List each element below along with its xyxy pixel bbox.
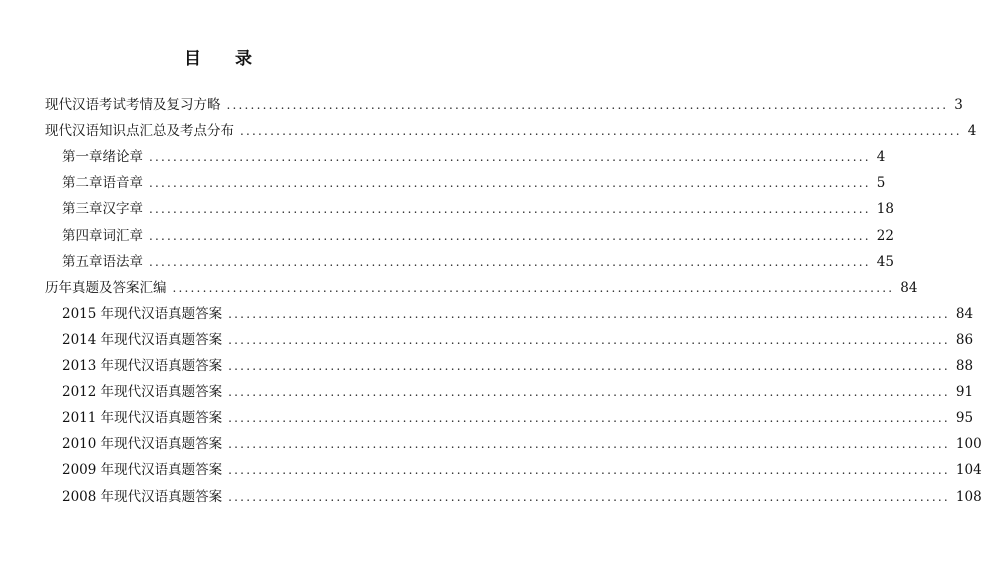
toc-entry-leader: ........................................................................................................................	[228, 411, 950, 425]
toc-entry[interactable]	[62, 225, 894, 247]
toc-entry-label: 2013 年现代汉语真题答案	[62, 358, 223, 374]
toc-entry-label: 2014 年现代汉语真题答案	[62, 332, 223, 348]
toc-entry-label: 2008 年现代汉语真题答案	[62, 489, 223, 505]
toc-entry-leader: ........................................................................................................................	[228, 333, 950, 347]
toc-entry-chapter: 第五章	[62, 254, 103, 270]
toc-entry-page-number: 45	[876, 254, 894, 270]
toc-entry-page-number: 88	[955, 358, 974, 374]
toc-entry-page-number: 86	[955, 332, 974, 348]
toc-entry-label: 语法章	[102, 254, 143, 270]
toc-entry[interactable]	[62, 172, 886, 194]
toc-entry-page-number: 5	[876, 175, 886, 191]
toc-entry-leader: ........................................................................................................................	[228, 490, 950, 504]
toc-entry-label: 现代汉语考试考情及复习方略	[45, 97, 221, 113]
toc-entry-label: 绪论章	[102, 149, 143, 165]
toc-entry[interactable]	[62, 303, 974, 325]
toc-entry-page-number: 18	[876, 201, 894, 217]
toc-entry[interactable]	[62, 407, 974, 429]
toc-entry-page-number: 4	[967, 123, 977, 139]
toc-entry-leader: ........................................................................................................................	[149, 229, 871, 243]
toc-entry-chapter: 第一章	[62, 149, 103, 165]
toc-entry-leader: ........................................................................................................................	[228, 463, 950, 477]
toc-entry-label: 2009 年现代汉语真题答案	[62, 462, 223, 478]
toc-entry[interactable]	[62, 459, 982, 481]
toc-entry-page-number: 95	[955, 410, 974, 426]
toc-entry-label: 词汇章	[102, 228, 143, 244]
toc-entry-page-number: 100	[955, 436, 982, 452]
toc-entry-page-number: 4	[876, 149, 886, 165]
toc-entry-label: 2011 年现代汉语真题答案	[62, 410, 223, 426]
toc-entry-leader: ........................................................................................................................	[240, 124, 962, 138]
toc-entry-chapter: 第四章	[62, 228, 103, 244]
toc-entry-label: 现代汉语知识点汇总及考点分布	[45, 123, 234, 139]
toc-entry-leader: ........................................................................................................................	[149, 150, 871, 164]
toc-entry-label: 2012 年现代汉语真题答案	[62, 384, 223, 400]
toc-entry-label: 历年真题及答案汇编	[45, 280, 167, 296]
toc-entry-page-number: 108	[955, 489, 982, 505]
toc-entry[interactable]	[62, 355, 974, 377]
toc-entry[interactable]	[62, 198, 894, 220]
toc-entry-label: 2015 年现代汉语真题答案	[62, 306, 223, 322]
toc-entry-leader: ........................................................................................................................	[149, 176, 871, 190]
toc-entry-chapter: 第三章	[62, 201, 103, 217]
toc-entry-label: 2010 年现代汉语真题答案	[62, 436, 223, 452]
toc-entry[interactable]	[62, 486, 982, 508]
toc-entry[interactable]	[45, 120, 977, 142]
toc-entry-page-number: 22	[876, 228, 894, 244]
toc-entry-chapter: 第二章	[62, 175, 103, 191]
toc-entry-page-number: 3	[954, 97, 963, 113]
toc-entry-page-number: 91	[955, 384, 974, 400]
toc-entry-leader: ........................................................................................................................	[228, 437, 950, 451]
toc-entry-label: 汉字章	[102, 201, 143, 217]
toc-title: 目 录	[184, 49, 266, 69]
toc-entry-leader: ........................................................................................................................	[149, 255, 871, 269]
toc-entry-page-number: 84	[955, 306, 974, 322]
toc-entry[interactable]	[45, 277, 918, 299]
toc-entry-leader: ........................................................................................................................	[226, 98, 949, 112]
toc-entry-leader: ........................................................................................................................	[228, 307, 950, 321]
toc-entry[interactable]	[62, 251, 894, 273]
toc-entry[interactable]	[62, 329, 974, 351]
toc-entry-leader: ........................................................................................................................	[228, 385, 950, 399]
toc-entry-label: 语音章	[102, 175, 143, 191]
toc-entry-leader: ........................................................................................................................	[149, 202, 871, 216]
toc-entry-page-number: 104	[955, 462, 982, 478]
toc-entry[interactable]	[45, 94, 963, 116]
toc-entry-leader: ........................................................................................................................	[228, 359, 950, 373]
toc-entry-page-number: 84	[900, 280, 918, 296]
toc-entry-leader: ........................................................................................................................	[172, 281, 895, 295]
toc-entry[interactable]	[62, 146, 886, 168]
toc-entry[interactable]	[62, 381, 974, 403]
toc-entry[interactable]	[62, 433, 982, 455]
